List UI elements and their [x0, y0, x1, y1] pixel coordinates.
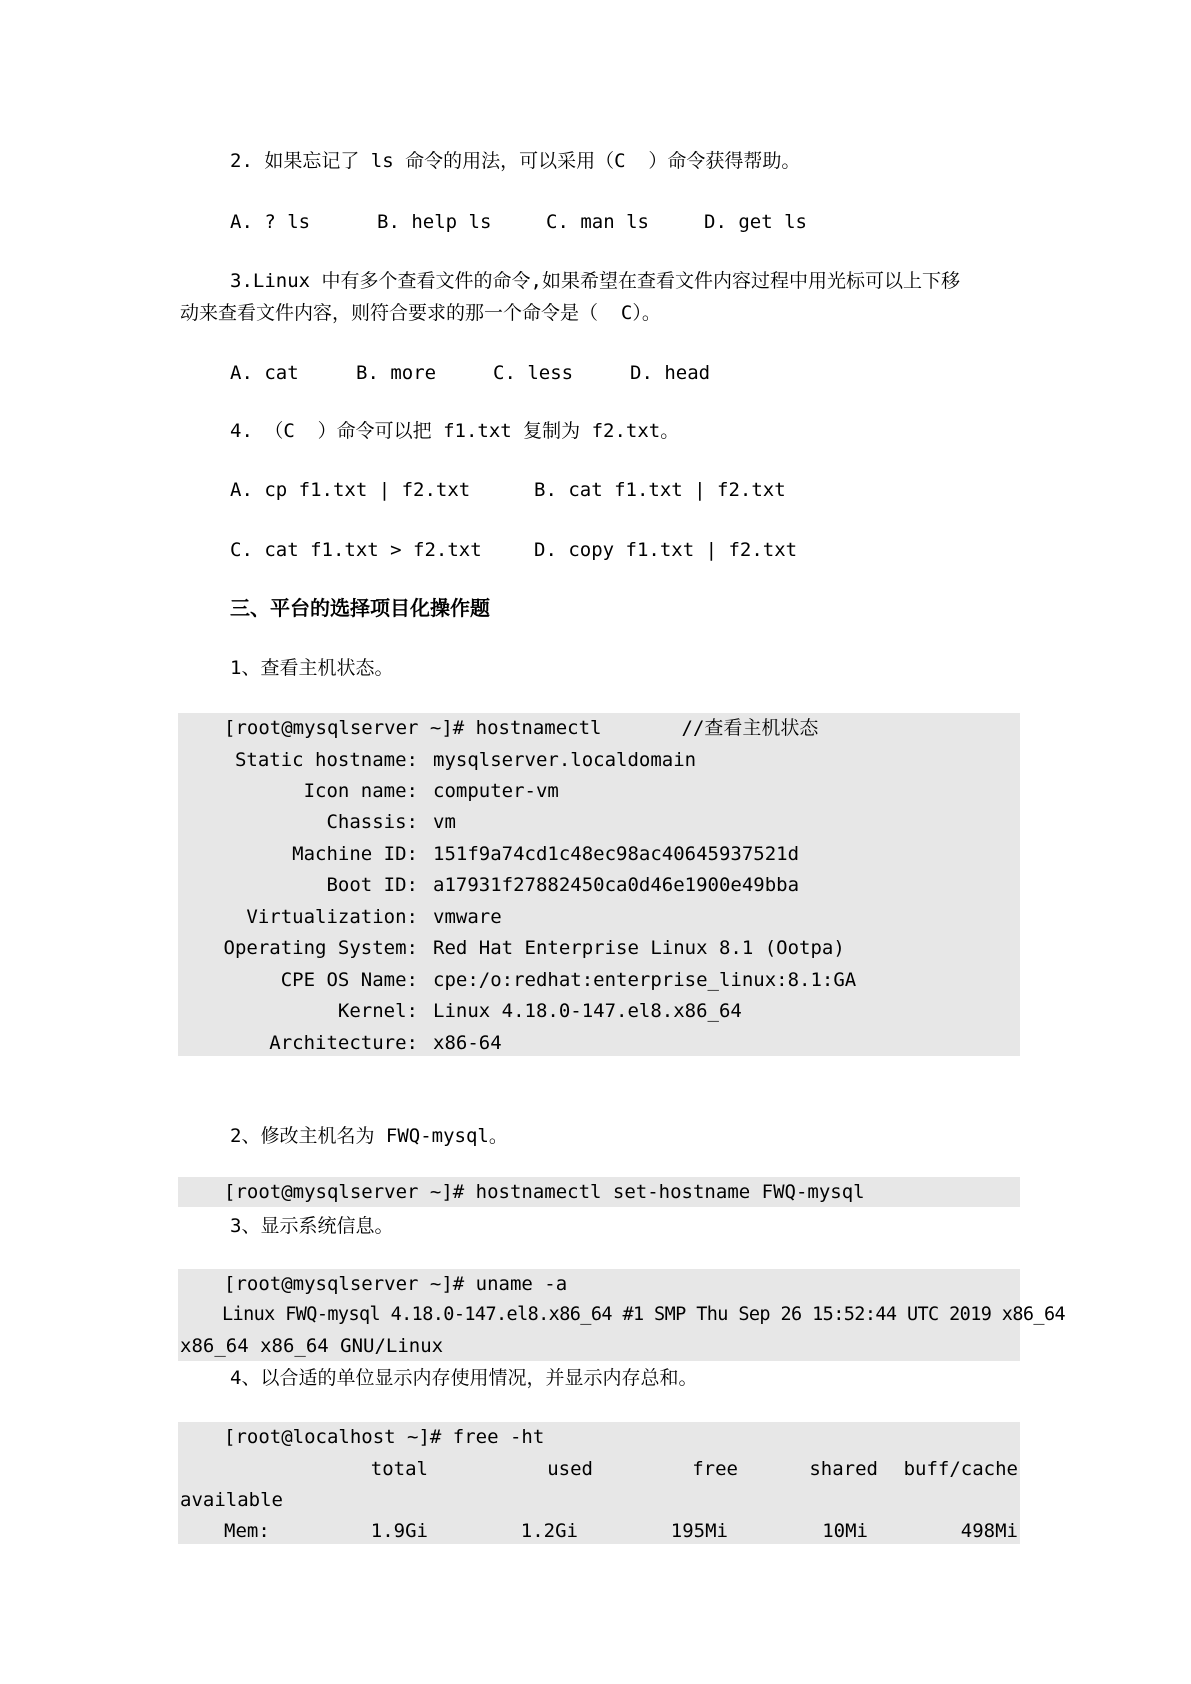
- kv-value: vm: [433, 811, 456, 833]
- kv-key: Kernel:: [337, 1000, 418, 1022]
- q2-option-b: B. help ls: [377, 211, 492, 233]
- kv-value: Linux 4.18.0-147.el8.x86_64: [433, 1000, 742, 1022]
- task-2-title: 2、修改主机名为 FWQ-mysql。: [230, 1125, 508, 1147]
- question-2: 2. 如果忘记了 ls 命令的用法，可以采用（C ）命令获得帮助。: [230, 150, 801, 172]
- kv-key: Operating System:: [223, 937, 418, 959]
- hostnamectl-output-block: [178, 713, 1020, 1056]
- kv-key: Virtualization:: [246, 906, 418, 928]
- mem-free: 195Mi: [670, 1520, 728, 1542]
- kv-key: Chassis:: [326, 811, 418, 833]
- question-3-line-1: 3.Linux 中有多个查看文件的命令,如果希望在查看文件内容过程中用光标可以上下移: [230, 270, 960, 292]
- header-used: used: [547, 1458, 593, 1480]
- kv-key: CPE OS Name:: [280, 969, 418, 991]
- uname-output-line-2: x86_64 x86_64 GNU/Linux: [180, 1335, 444, 1357]
- q3-option-c: C. less: [493, 362, 574, 384]
- mem-buff-cache: 498Mi: [960, 1520, 1018, 1542]
- q3-option-a: A. cat: [230, 362, 299, 384]
- kv-value: Red Hat Enterprise Linux 8.1 (Ootpa): [433, 937, 845, 959]
- q2-option-d: D. get ls: [704, 211, 807, 233]
- section-heading: 三、平台的选择项目化操作题: [230, 596, 490, 620]
- kv-value: x86-64: [433, 1032, 502, 1054]
- header-free: free: [692, 1458, 738, 1480]
- header-total: total: [370, 1458, 428, 1480]
- kv-value: computer-vm: [433, 780, 559, 802]
- uname-output-block: [178, 1269, 1066, 1361]
- kv-key: Architecture:: [269, 1032, 418, 1054]
- task-1-title: 1、查看主机状态。: [230, 657, 394, 679]
- kv-value: mysqlserver.localdomain: [433, 749, 697, 771]
- kv-key: Boot ID:: [326, 874, 418, 896]
- hostnamectl-prompt: [root@mysqlserver ~]# hostnamectl //查看主机状态: [224, 717, 819, 739]
- question-3-line-2: 动来查看文件内容，则符合要求的那一个命令是（ C）。: [180, 302, 661, 324]
- uname-output-line-1: Linux FWQ-mysql 4.18.0-147.el8.x86_64 #1 SMP Thu Sep 26 15:52:44 UTC 2019 x86_64: [222, 1304, 1066, 1325]
- header-available: available: [180, 1489, 283, 1511]
- task-3-title: 3、显示系统信息。: [230, 1215, 394, 1237]
- q4-option-d: D. copy f1.txt | f2.txt: [534, 539, 798, 561]
- q3-option-d: D. head: [630, 362, 711, 384]
- q3-option-b: B. more: [356, 362, 437, 384]
- set-hostname-block: [178, 1177, 1020, 1207]
- free-output-block: [178, 1422, 1020, 1544]
- set-hostname-prompt: [root@mysqlserver ~]# hostnamectl set-hostname FWQ-mysql: [224, 1181, 865, 1203]
- kv-key: Static hostname:: [234, 749, 418, 771]
- q2-option-a: A. ? ls: [230, 211, 311, 233]
- q4-option-b: B. cat f1.txt | f2.txt: [534, 479, 786, 501]
- q2-option-c: C. man ls: [546, 211, 649, 233]
- header-buff-cache: buff/cache: [903, 1458, 1018, 1480]
- header-shared: shared: [809, 1458, 878, 1480]
- kv-value: a17931f27882450ca0d46e1900e49bba: [433, 874, 800, 896]
- uname-prompt: [root@mysqlserver ~]# uname -a: [224, 1273, 568, 1295]
- kv-key: Machine ID:: [292, 843, 418, 865]
- task-4-title: 4、以合适的单位显示内存使用情况，并显示内存总和。: [230, 1367, 698, 1389]
- q4-option-c: C. cat f1.txt > f2.txt: [230, 539, 482, 561]
- q4-option-a: A. cp f1.txt | f2.txt: [230, 479, 471, 501]
- mem-total: 1.9Gi: [370, 1520, 428, 1542]
- mem-shared: 10Mi: [822, 1520, 868, 1542]
- kv-key: Icon name:: [303, 780, 418, 802]
- kv-value: cpe:/o:redhat:enterprise_linux:8.1:GA: [433, 969, 857, 991]
- mem-label: Mem:: [224, 1520, 270, 1542]
- kv-value: 151f9a74cd1c48ec98ac40645937521d: [433, 843, 800, 865]
- question-4: 4. （C ）命令可以把 f1.txt 复制为 f2.txt。: [230, 420, 680, 442]
- kv-value: vmware: [433, 906, 502, 928]
- mem-used: 1.2Gi: [520, 1520, 578, 1542]
- free-prompt: [root@localhost ~]# free -ht: [224, 1426, 545, 1448]
